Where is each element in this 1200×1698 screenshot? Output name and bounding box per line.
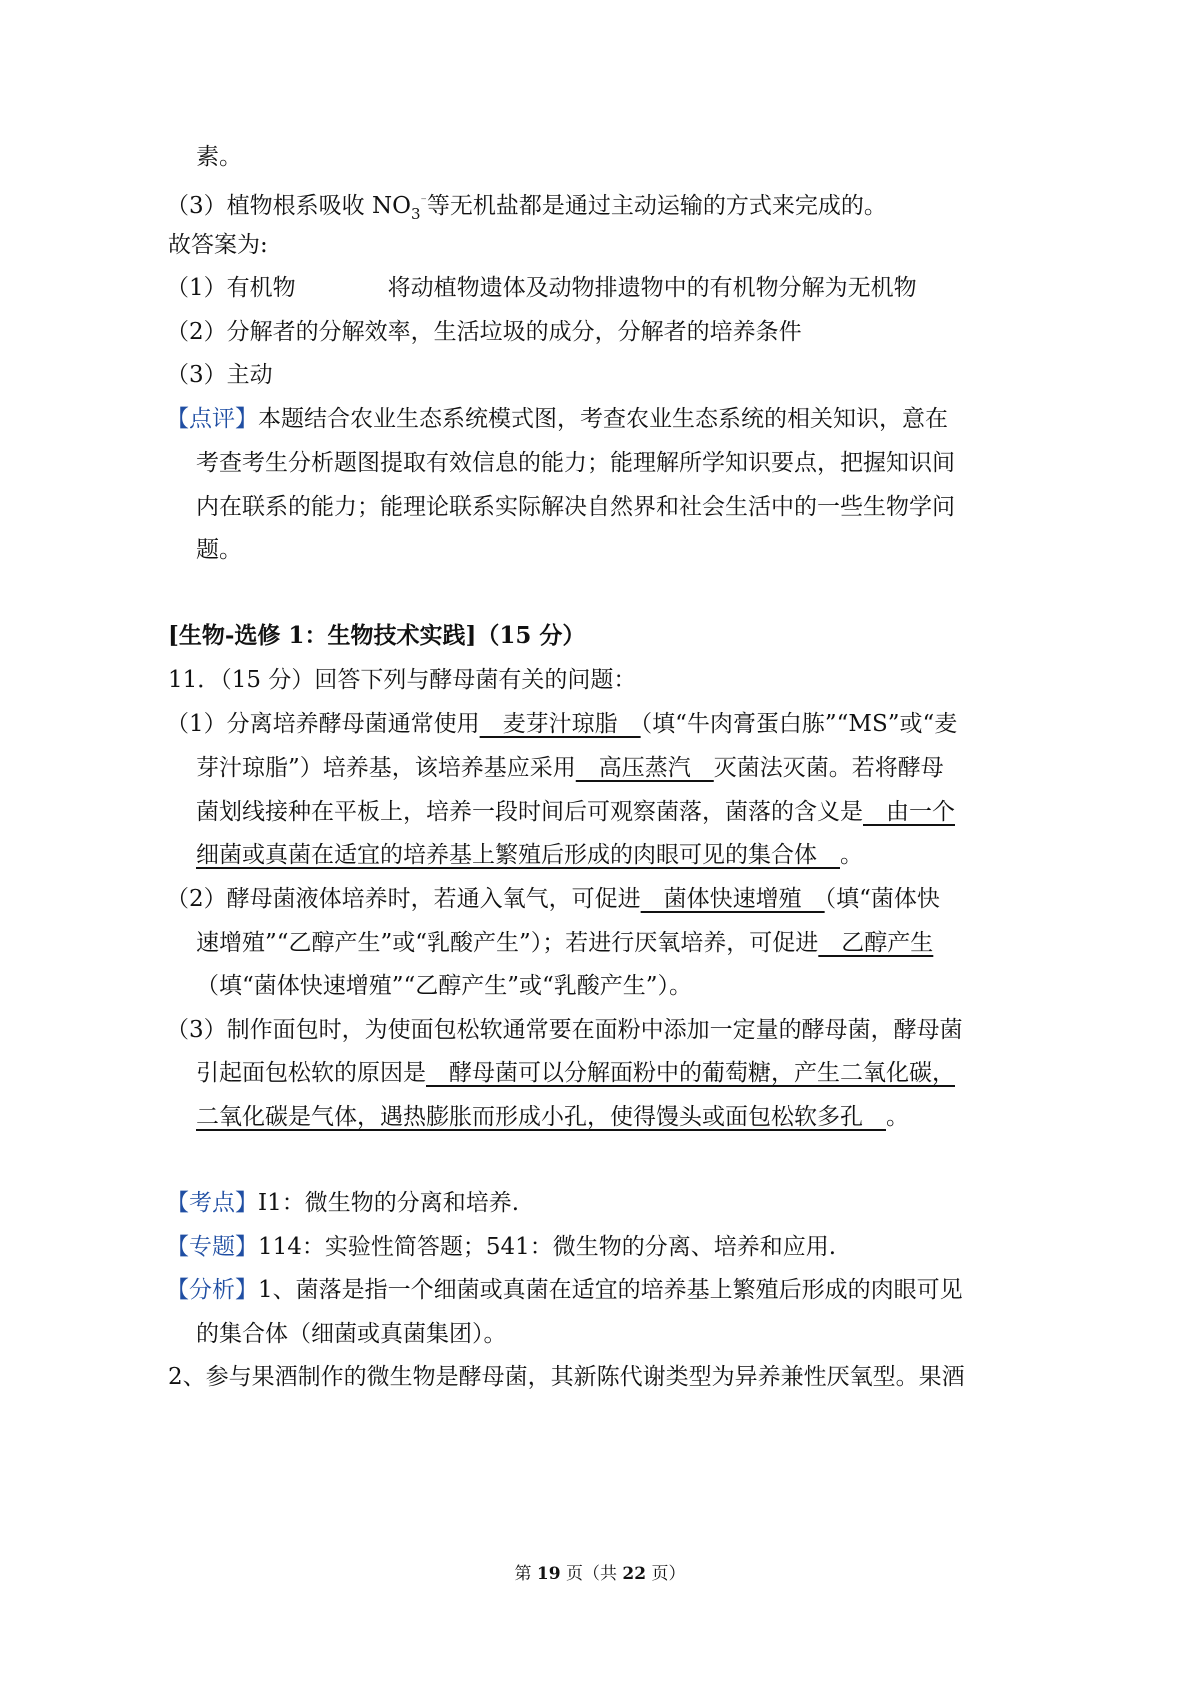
q2-line-1: （2）酵母菌液体培养时，若通入氧气，可促进 菌体快速增殖 （填“菌体快: [166, 886, 940, 912]
answer-title: 故答案为:: [168, 232, 268, 258]
answer-2: （2）分解者的分解效率，生活垃圾的成分，分解者的培养条件: [166, 319, 802, 345]
review-line-3: 内在联系的能力；能理论联系实际解决自然界和社会生活中的一些生物学问: [196, 494, 955, 520]
q1-line-3: 菌划线接种在平板上，培养一段时间后可观察菌落，菌落的含义是 由一个: [196, 799, 955, 825]
q3-line-3: 二氧化碳是气体，遇热膨胀而形成小孔，使得馒头或面包松软多孔 。: [196, 1104, 909, 1130]
review-line-4: 题。: [196, 537, 242, 563]
q1-line-2: 芽汁琼脂”）培养基，该培养基应采用 高压蒸汽 灭菌法灭菌。若将酵母: [196, 755, 944, 781]
q3-line-1: （3）制作面包时，为使面包松软通常要在面粉中添加一定量的酵母菌，酵母菌: [166, 1017, 963, 1043]
answer-1: （1）有机物 将动植物遗体及动物排遗物中的有机物分解为无机物: [166, 275, 917, 301]
kaodian-tag: 【考点】: [166, 1190, 258, 1216]
blank-answer: 麦芽汁琼脂: [479, 711, 641, 737]
blank-answer: 由一个: [863, 799, 955, 825]
blank-answer: 乙醇产生: [818, 930, 934, 956]
kaodian-line: 【考点】I1：微生物的分离和培养.: [166, 1190, 520, 1216]
q1-line-1: （1）分离培养酵母菌通常使用 麦芽汁琼脂 （填“牛肉膏蛋白胨”“MS”或“麦: [166, 711, 958, 737]
fenxi-tag: 【分析】: [166, 1277, 258, 1303]
review-line-1: 【点评】本题结合农业生态系统模式图，考查农业生态系统的相关知识，意在: [166, 406, 948, 432]
review-tag: 【点评】: [166, 406, 258, 432]
blank-answer: 二氧化碳是气体，遇热膨胀而形成小孔，使得馒头或面包松软多孔: [196, 1104, 886, 1130]
blank-answer: 酵母菌可以分解面粉中的葡萄糖，产生二氧化碳，: [426, 1060, 955, 1086]
continuation-line: 素。: [196, 144, 242, 170]
blank-answer: 高压蒸汽: [575, 755, 714, 781]
section-heading: [生物-选修 1：生物技术实践]（15 分）: [168, 622, 586, 649]
blank-answer: 菌体快速增殖: [640, 886, 825, 912]
q3-line-2: 引起面包松软的原因是 酵母菌可以分解面粉中的葡萄糖，产生二氧化碳，: [196, 1060, 955, 1086]
q2-line-3: （填“菌体快速增殖”“乙醇产生”或“乳酸产生”）。: [196, 973, 693, 999]
zhuanti-line: 【专题】114：实验性简答题；541：微生物的分离、培养和应用.: [166, 1234, 837, 1260]
fenxi-line-1: 【分析】1、菌落是指一个细菌或真菌在适宜的培养基上繁殖后形成的肉眼可见: [166, 1277, 963, 1303]
answer-3: （3）主动: [166, 362, 273, 388]
paragraph-3: （3）植物根系吸收 $NO_3^{^-}$等无机盐都是通过主动运输的方式来完成的。: [166, 193, 887, 223]
page-number: 19: [536, 1564, 561, 1584]
review-line-2: 考查考生分析题图提取有效信息的能力；能理解所学知识要点，把握知识间: [196, 450, 955, 476]
zhuanti-tag: 【专题】: [166, 1234, 258, 1260]
q1-line-4: 细菌或真菌在适宜的培养基上繁殖后形成的肉眼可见的集合体 。: [196, 842, 863, 868]
fenxi-line-2: 的集合体（细菌或真菌集团）。: [196, 1321, 507, 1347]
paragraph-2: 2、参与果酒制作的微生物是酵母菌，其新陈代谢类型为异养兼性厌氧型。果酒: [168, 1364, 965, 1390]
q2-line-2: 速增殖”“乙醇产生”或“乳酸产生”）；若进行厌氧培养，可促进 乙醇产生: [196, 930, 934, 956]
question-11: 11．（15 分）回答下列与酵母菌有关的问题：: [168, 667, 637, 693]
page-footer: 第 19 页（共 22 页）: [514, 1564, 686, 1584]
page-total: 22: [622, 1564, 647, 1584]
blank-answer: 细菌或真菌在适宜的培养基上繁殖后形成的肉眼可见的集合体: [196, 842, 840, 868]
